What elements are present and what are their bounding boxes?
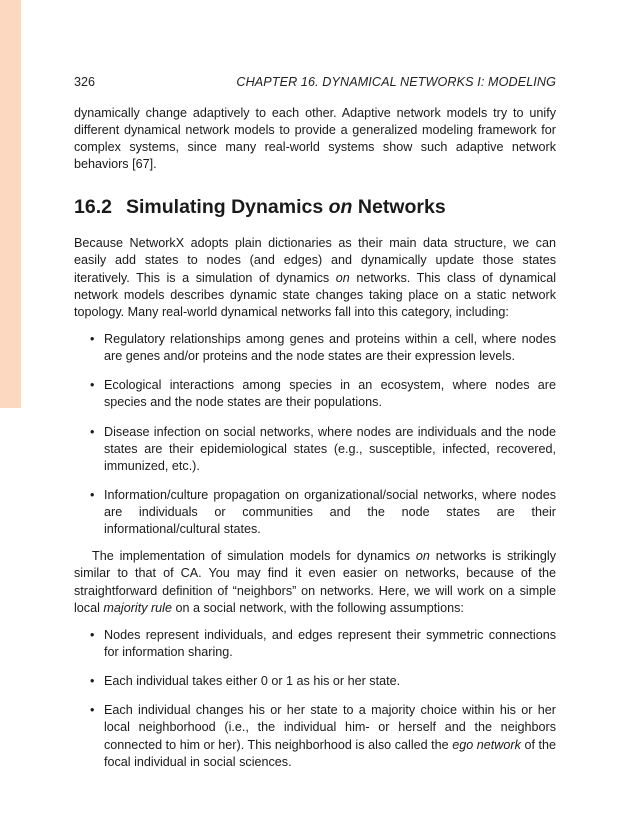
list-item-text: Each individual changes his or her state to a majority choice within his or her local neighborhood (i.e., the individual him- or herself and the neighbors connected to him or her). This neighborhood is also called the [104, 703, 556, 752]
list-item [74, 331, 556, 365]
bullet-icon: • [90, 488, 95, 503]
body-text [74, 105, 556, 781]
list-item-text: Disease infection on social networks, where nodes are individuals and the node states are their epidemiological states (e.g., susceptible, infected, recovered, immunized, etc.). [104, 424, 556, 473]
paragraph-1-text: Because NetworkX adopts plain dictionaries as their main data structure, we can easily add states to nodes (and edges) and dynamically update those states iteratively. This is a simulation of dynamics [74, 236, 556, 285]
list-item [74, 627, 556, 661]
bullet-icon: • [90, 703, 95, 718]
list-item [74, 377, 556, 411]
chapter-title: CHAPTER 16. DYNAMICAL NETWORKS I: MODELING [236, 75, 556, 89]
paragraph-1-text: networks. This class of dynamical network models describes dynamic state changes taking place on a static network topology. Many real-world dynamical networks fall into this category, including: [74, 270, 557, 319]
bullet-icon: • [90, 674, 95, 689]
intro-paragraph: dynamically change adaptively to each other. Adaptive network models try to unify different dynamical network models to provide a generalized modeling framework for complex systems, since many real-world systems show such adaptive network behaviors [67]. [74, 106, 556, 172]
list-item-text: of the focal individual in social sciences. [104, 737, 556, 769]
bullet-icon: • [90, 331, 95, 346]
assumptions-list [74, 627, 556, 771]
paragraph-2-text: on a social network, with the following assumptions: [172, 600, 464, 615]
bullet-icon: • [90, 627, 95, 642]
list-item-italic: ego network [452, 737, 521, 752]
section-number: 16.2 [74, 196, 112, 219]
list-item-text: Nodes represent individuals, and edges represent their symmetric connections for information sharing. [104, 627, 556, 659]
paragraph-2-italic: majority rule [103, 600, 172, 615]
page-number: 326 [74, 75, 96, 89]
section-heading [74, 195, 556, 219]
list-item-text: Each individual takes either 0 or 1 as his or her state. [104, 674, 401, 689]
list-item-text: Ecological interactions among species in an ecosystem, where nodes are species and the node states are their populations. [104, 378, 556, 410]
paragraph-1-italic: on [335, 270, 350, 285]
bullet-icon: • [90, 424, 95, 439]
chapter-edge-tab [0, 0, 21, 408]
list-item [74, 673, 556, 690]
list-item [74, 702, 556, 770]
paragraph-2 [74, 548, 556, 616]
paragraph-2-text: The implementation of simulation models for dynamics [92, 549, 416, 564]
section-title-part: Networks [352, 196, 446, 219]
section-title-italic: on [328, 196, 353, 219]
list-item-text: Regulatory relationships among genes and proteins within a cell, where nodes are genes and/or proteins and the node states are their expression levels. [104, 331, 556, 363]
examples-list [74, 331, 556, 539]
paragraph-1 [74, 235, 556, 320]
paragraph-2-text: networks is strikingly similar to that of CA. You may find it even easier on networks, because of the straightforward definition of “neighbors” on networks. Here, we will work on a simple local [74, 549, 556, 615]
paragraph-2-italic: on [415, 549, 430, 564]
list-item [74, 424, 556, 475]
list-item-text: Information/culture propagation on organizational/social networks, where nodes are individuals or communities and the node states are their informational/cultural states. [104, 488, 556, 537]
list-item [74, 487, 556, 538]
bullet-icon: • [90, 378, 95, 393]
section-title-part: Simulating Dynamics [126, 196, 329, 219]
